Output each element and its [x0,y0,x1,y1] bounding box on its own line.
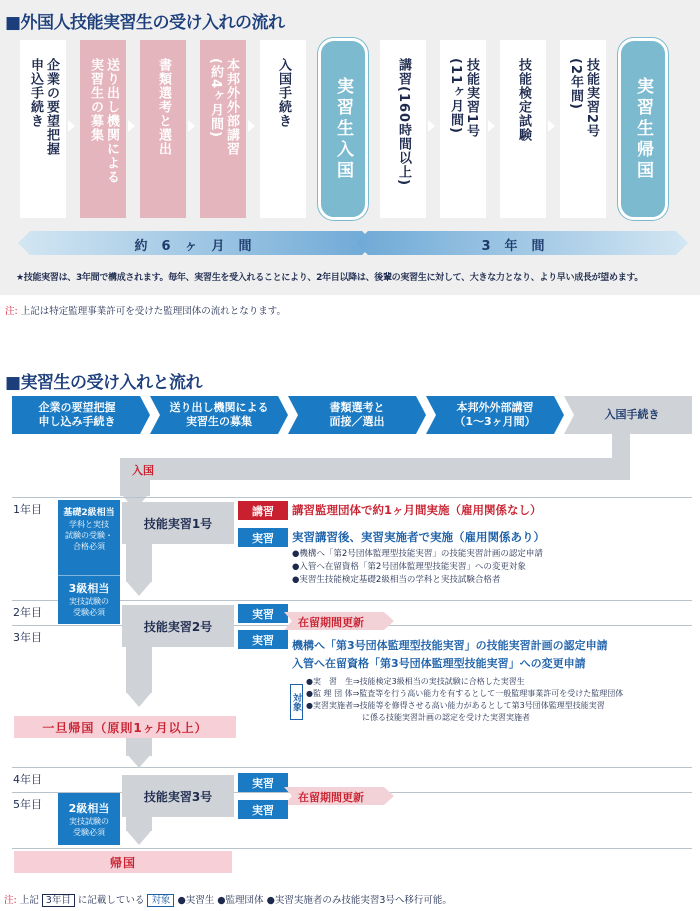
jissyu-text: 実習講習後、実習実施者で実施（雇用関係あり） [292,530,545,544]
top-step-1: 企業の要望把握 申し込み手続き [38,401,116,428]
flow-chevron-icon [68,120,75,132]
section2-title: ■実習生の受け入れと流れ [5,373,203,393]
renewal-1: 在留期間更新 [298,616,364,629]
taisho-4: に係る技能実習計画の認定を受けた実習実施者 [306,713,530,722]
entry-band [120,458,630,480]
year-line [12,767,692,768]
entry-stem [120,480,150,496]
grade-box-3-title: 2級相当 [68,802,110,815]
grade-divider [58,575,120,576]
year-2: 2年目 [13,606,42,619]
tag-jissyu-5: 実習 [238,800,288,819]
arrow-4 [127,831,151,845]
year-5: 5年目 [13,798,42,811]
flow-chevron-icon [128,120,135,132]
flow-step-label: 技能実習1号 (11ヶ月間) [448,58,479,139]
shinou-1: 技能実習1号 [122,502,234,544]
flow-step-8 [440,40,486,218]
flow-step-7 [380,40,426,218]
note2-prefix: 注: [4,895,17,906]
taisho-3: ●実習実施者⇒技能等を修得させる高い能力があるとして第3号団体監理型技能実習 [306,701,605,710]
year-3: 3年目 [13,631,42,644]
tag-jissyu-4: 実習 [238,773,288,792]
stem-4 [126,817,152,831]
final-return: 帰国 [14,851,232,873]
grade-box-2-sub: 実技試験の 受験必須 [69,597,109,617]
top-step-3: 書類選考と 面接／選出 [329,401,385,428]
arrow-3 [127,754,151,768]
duration-left-label: 約6ヶ月間 [134,238,266,254]
bullet-3: ●実習生技能検定基礎2級相当の学科と実技試験合格者 [292,575,501,585]
flow-chevron-icon [188,120,195,132]
flow-step-10 [560,40,606,218]
flow-step-1 [20,40,66,218]
flow-step-label: 企業の要望把握 申込手続き [28,58,59,156]
grade-box-2-title: 3級相当 [68,582,110,595]
flow-step-label: 技能実習2号 (2年間) [568,58,599,139]
arrow-1 [127,582,151,596]
note2-box1: 3年目 [42,894,75,907]
stem-2 [126,647,152,693]
flow-step-label: 実習生帰国 [633,76,653,182]
shinou-3: 技能実習3号 [122,775,234,817]
flow-step-label: 技能検定試験 [516,58,531,142]
top-step-4: 本邦外外部講習 （1～3ヶ月間） [454,401,536,428]
note2-box2: 対象 [147,894,174,907]
flow-step-11 [618,38,668,220]
flow-step-label: 本邦外外部講習 (約4ヶ月間) [208,58,239,156]
flow-step-3 [140,40,186,218]
grade-box-3-sub: 実技試験の 受験必須 [69,817,109,837]
flow-step-5 [260,40,306,218]
flow-step-4 [200,40,246,218]
flow-step-6 [318,38,368,220]
flow-step-label: 送り出し機関による 実習生の募集 [88,58,119,184]
bullet-2: ●入管へ在留資格「第2号団体監理型技能実習」への変更対象 [292,562,526,572]
year-1: 1年目 [13,503,42,516]
note2-b: に記載している [77,895,145,906]
arrow-2 [127,693,151,707]
note2-a: 上記 [19,895,39,906]
top-step-2: 送り出し機関による 実習生の募集 [169,401,269,428]
flow-chevron-icon [428,120,435,132]
temporary-return: 一旦帰国（原則1ヶ月以上） [14,716,236,738]
section1-title: ■外国人技能実習生の受け入れの流れ [5,13,285,33]
year-line [12,848,692,849]
flow-step-label: 入国手続き [276,58,291,128]
kosyu-text: 講習監理団体で約1ヶ月間実施（雇用関係なし） [292,503,542,517]
top-step-5: 入国手続き [604,408,660,421]
renewal-2: 在留期間更新 [298,791,364,804]
third-line-2: 入管へ在留資格「第3号団体監理型技能実習」への変更申請 [292,657,586,670]
entry-label: 入国 [132,464,154,477]
grade-box-1-sub: 学科と実技 試験の受験・ 合格必須 [65,520,113,551]
tag-jissyu-1: 実習 [238,528,288,547]
note-prefix: 注: [5,306,18,317]
shinou-2: 技能実習2号 [122,605,234,647]
flow-chevron-icon [488,120,495,132]
grade-box-1-title: 基礎2級相当 [63,508,115,518]
flow-step-label: 実習生入国 [333,76,353,182]
flow-chevron-icon [548,120,555,132]
note-text: 上記は特定監理事業許可を受けた監理団体の流れとなります。 [20,306,286,317]
section1-note [5,303,286,317]
stem-1 [126,544,152,582]
star-note: ★技能実習は、3年間で構成されます。毎年、実習生を受入れることにより、2年目以降は、後輩の実習生に対して、大きな力となり、より早い成長が望めます。 [16,273,644,283]
tag-kosyu: 講習 [238,501,288,520]
flow-step-9 [500,40,546,218]
taisho-label: 対象 [290,684,303,720]
taisho-1: ●実 習 生⇒技能検定3級相当の実技試験に合格した実習生 [306,677,525,686]
flow-step-2 [80,40,126,218]
section2-note [4,892,452,906]
third-line-1: 機構へ「第3号団体監理型技能実習」の技能実習計画の認定申請 [292,639,608,652]
bullet-1: ●機構へ「第2号団体監理型技能実習」の技能実習計画の認定申請 [292,549,543,559]
year-line [12,497,692,498]
flow-chevron-icon [248,120,255,132]
tag-jissyu-3: 実習 [238,630,288,649]
tag-jissyu-2: 実習 [238,604,288,623]
flow-step-label: 講習(160時間以上) [396,58,411,187]
year-4: 4年目 [13,773,42,786]
taisho-2: ●監 理 団 体⇒監査等を行う高い能力を有するとして一般監理事業許可を受けた監理団体 [306,689,624,698]
flow-step-label: 書類選考と選出 [156,58,171,156]
note2-c: ●実習生 ●監理団体 ●実習実施者のみ技能実習3号へ移行可能。 [177,895,452,906]
duration-right-label: 3年間 [481,238,559,254]
